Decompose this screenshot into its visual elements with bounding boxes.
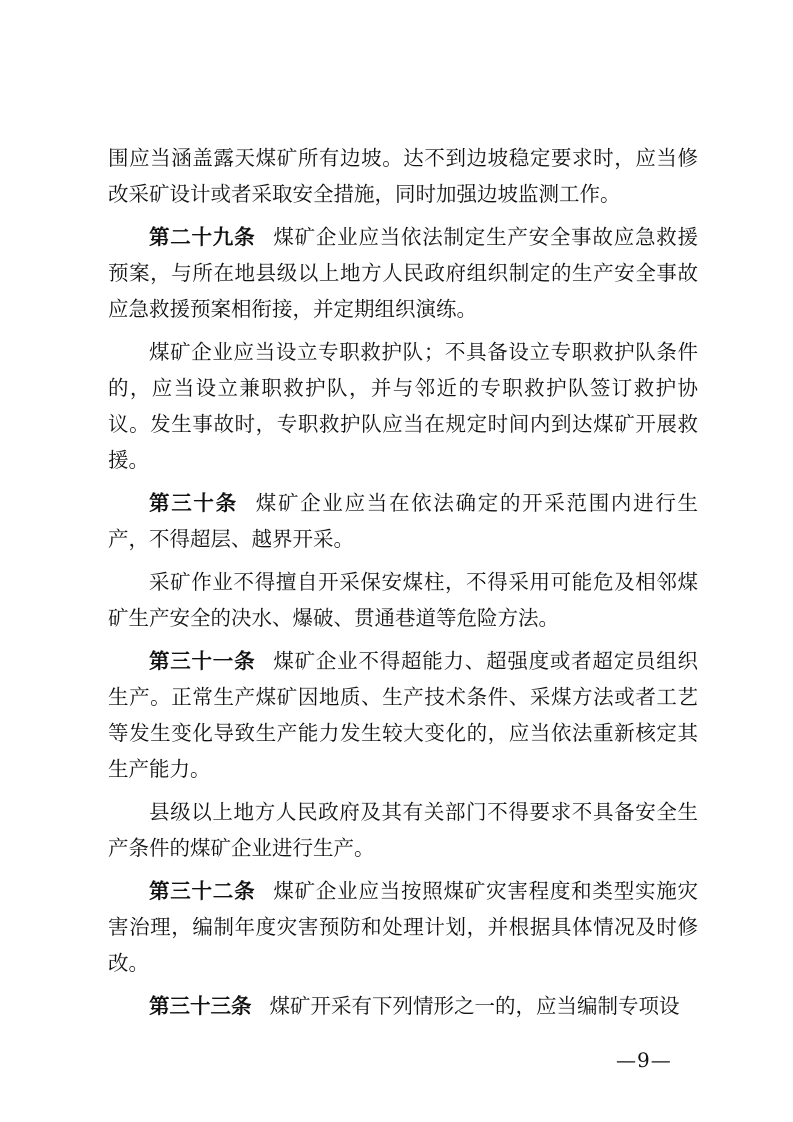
paragraph [108,794,698,866]
paragraph-continuation [108,140,698,212]
article-32-paragraph [108,873,698,981]
article-30-paragraph [108,485,698,557]
paragraph-text: 煤矿企业应当设立专职救护队；不具备设立专职救护队条件的，应当设立兼职救护队，并与邻近的专职救护队签订救护协议。发生事故时，专职救护队应当在规定时间内到达煤矿开展救援。 [108,340,698,472]
article-31-paragraph [108,643,698,787]
paragraph-text: 县级以上地方人民政府及其有关部门不得要求不具备安全生产条件的煤矿企业进行生产。 [108,800,698,860]
paragraph-text: 煤矿企业应当依法制定生产安全事故应急救援预案，与所在地县级以上地方人民政府组织制定的生产安全事故应急救援预案相衔接，并定期组织演练。 [108,225,699,321]
article-heading: 第三十二条 [149,879,256,903]
article-heading: 第二十九条 [149,225,256,249]
paragraph-text: 煤矿企业应当在依法确定的开采范围内进行生产，不得超层、越界开采。 [108,491,699,551]
page-number: —9— [616,1048,672,1072]
document-body [108,140,698,1031]
article-heading: 第三十一条 [149,649,256,673]
paragraph-text: 围应当涵盖露天煤矿所有边坡。达不到边坡稳定要求时，应当修改采矿设计或者采取安全措施，同时加强边坡监测工作。 [108,146,698,206]
paragraph-text: 煤矿开采有下列情形之一的，应当编制专项设 [269,994,680,1018]
paragraph-text: 煤矿企业应当按照煤矿灾害程度和类型实施灾害治理，编制年度灾害预防和处理计划，并根据具体情况及时修改。 [108,879,699,975]
paragraph-text: 采矿作业不得擅自开采保安煤柱，不得采用可能危及相邻煤矿生产安全的决水、爆破、贯通巷道等危险方法。 [108,570,698,630]
paragraph [108,564,698,636]
article-29-paragraph [108,219,698,327]
paragraph-text: 煤矿企业不得超能力、超强度或者超定员组织生产。正常生产煤矿因地质、生产技术条件、采煤方法或者工艺等发生变化导致生产能力发生较大变化的，应当依法重新核定其生产能力。 [108,649,699,781]
paragraph [108,334,698,478]
article-33-paragraph [108,988,698,1024]
article-heading: 第三十条 [149,491,238,515]
article-heading: 第三十三条 [149,994,252,1018]
